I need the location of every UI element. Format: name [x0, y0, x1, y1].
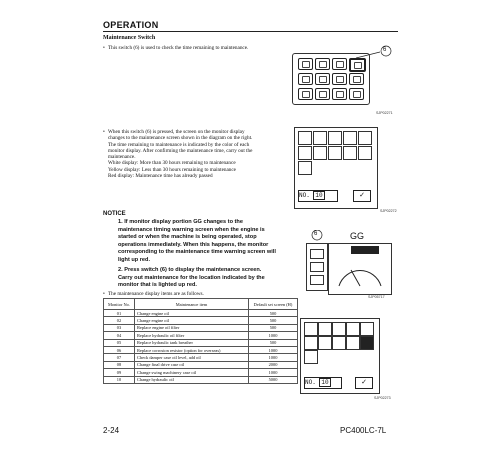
bullet-paragraph-1	[103, 45, 293, 51]
table-row: 08 Change final drive case oil 2000	[104, 361, 298, 368]
monitor-cell	[346, 322, 360, 336]
red-display-note: Red display: Maintenance time has already passed	[108, 173, 213, 180]
table-row: 06 Replace corrosion resistor (option for overseas) 1000	[104, 346, 298, 353]
figure-code: SJP05717	[368, 295, 385, 299]
column-header: Maintenance item	[135, 299, 249, 310]
check-icon: ✓	[355, 377, 373, 389]
white-display-note: White display: More than 30 hours remaining to maintenance	[108, 160, 236, 167]
monitor-cell	[304, 322, 318, 336]
switch-button	[349, 88, 364, 100]
monitor-number-display: NO. 10	[298, 190, 338, 202]
monitor-cell	[304, 350, 318, 364]
monitor-cell	[328, 146, 342, 160]
switch-button	[315, 88, 330, 100]
table-row: 02 Change engine oil 500	[104, 317, 298, 324]
table-row: 07 Check damper case oil level, add oil 1000	[104, 354, 298, 361]
notice-paragraph-2: 2. Press switch (6) to display the maintenance screen. Carry out maintenance for the location indicated by the monitor that is lighted up red.	[118, 267, 265, 289]
switch-button	[298, 73, 313, 85]
maintenance-screen	[294, 127, 378, 209]
maintenance-screen	[300, 318, 380, 394]
column-header: Monitor No.	[104, 299, 135, 310]
monitor-cell	[360, 322, 374, 336]
bullet-icon: •	[103, 129, 105, 135]
figure-code: SJP02271	[376, 111, 393, 115]
switch-button	[315, 73, 330, 85]
table-row: 04 Replace hydraulic oil filter 1000	[104, 332, 298, 339]
monitor-cell	[298, 161, 312, 175]
monitor-cell	[328, 131, 342, 145]
monitor-cell-warning	[360, 336, 374, 350]
monitor-cell	[318, 322, 332, 336]
yellow-display-note: Yellow display: Less than 30 hours remaining to maintenance	[108, 166, 236, 173]
notice-title: NOTICE	[103, 211, 126, 217]
monitor-cell	[332, 336, 346, 350]
switch-button	[315, 58, 330, 70]
bullet-icon: •	[103, 291, 105, 297]
monitor-cell	[346, 336, 360, 350]
bullet-paragraph-2: • When this switch (6) is pressed, the screen on the monitor display changes to the maintenance screen shown in the diagram on the right. The time remaining to maintenance is indicated by the color of each monitor display. After confirming the maintenance time, carry out the maintenance. White display: More than 30 hours remaining to maintenance Yellow display: Less than 30 hours remaining to maintenance Red display: Maintenance time has already passed	[103, 129, 293, 179]
switch-panel-small	[306, 243, 328, 291]
bullet-paragraph-3: • The maintenance display items are as follows.	[103, 291, 204, 297]
table-row: 10 Change hydraulic oil 5000	[104, 376, 298, 383]
figure-maintenance-screen-red	[300, 318, 400, 404]
monitor-number-display: NO. 10	[304, 377, 342, 389]
callout-number: 6	[314, 231, 318, 237]
warning-bar	[351, 246, 379, 254]
monitor-cell	[358, 131, 372, 145]
maintenance-items-table	[103, 298, 298, 384]
notice-paragraph-1: 1. If monitor display portion GG changes to the maintenance timing warning screen when the engine is started or when the machine is being operated, stop operations immediately. When this happens, the monitor corresponding to the maintenance time warning screen will light up red.	[118, 219, 276, 263]
switch-button	[332, 88, 347, 100]
switch-button	[298, 58, 313, 70]
figure-code: SJP02272	[380, 209, 397, 213]
table-header-row	[104, 299, 298, 310]
warning-screen	[328, 243, 392, 295]
header-divider	[103, 31, 398, 32]
monitor-cell	[332, 322, 346, 336]
switch-button	[310, 249, 324, 259]
callout-leader	[352, 45, 398, 65]
switch-button	[349, 73, 364, 85]
switch-button	[332, 73, 347, 85]
bullet-text: This switch (6) is used to check the time remaining to maintenance.	[108, 45, 249, 51]
switch-button	[298, 88, 313, 100]
table-row: 09 Change swing machinery case oil 1000	[104, 369, 298, 376]
figure-code: SJP02273	[374, 396, 391, 400]
gauge-icon	[333, 258, 387, 290]
subheading: Maintenance Switch	[103, 35, 156, 41]
switch-button	[310, 262, 324, 272]
table-row: 03 Replace engine oil filter 500	[104, 324, 298, 331]
check-icon: ✓	[353, 190, 371, 202]
callout-number: 6	[383, 47, 387, 53]
figure-warning-screen	[306, 231, 400, 303]
table-row: 01 Change engine oil 500	[104, 310, 298, 317]
monitor-cell	[358, 146, 372, 160]
switch-button	[310, 275, 324, 285]
table-row: 05 Replace hydraulic tank breather 500	[104, 339, 298, 346]
monitor-cell	[298, 146, 312, 160]
monitor-cell	[318, 336, 332, 350]
section-title: OPERATION	[103, 20, 159, 30]
page-number: 2-24	[103, 426, 120, 435]
monitor-cell	[304, 336, 318, 350]
monitor-cell	[343, 146, 357, 160]
monitor-cell	[343, 131, 357, 145]
monitor-cell	[313, 131, 327, 145]
gg-label: GG	[350, 231, 365, 241]
monitor-cell	[298, 131, 312, 145]
figure-switch-panel	[292, 45, 398, 115]
model-number: PC400LC-7L	[340, 426, 387, 435]
bullet-icon: •	[103, 45, 105, 51]
column-header: Default set screen (H)	[249, 299, 298, 310]
switch-button	[332, 58, 347, 70]
figure-maintenance-screen	[294, 124, 400, 216]
monitor-cell	[313, 146, 327, 160]
